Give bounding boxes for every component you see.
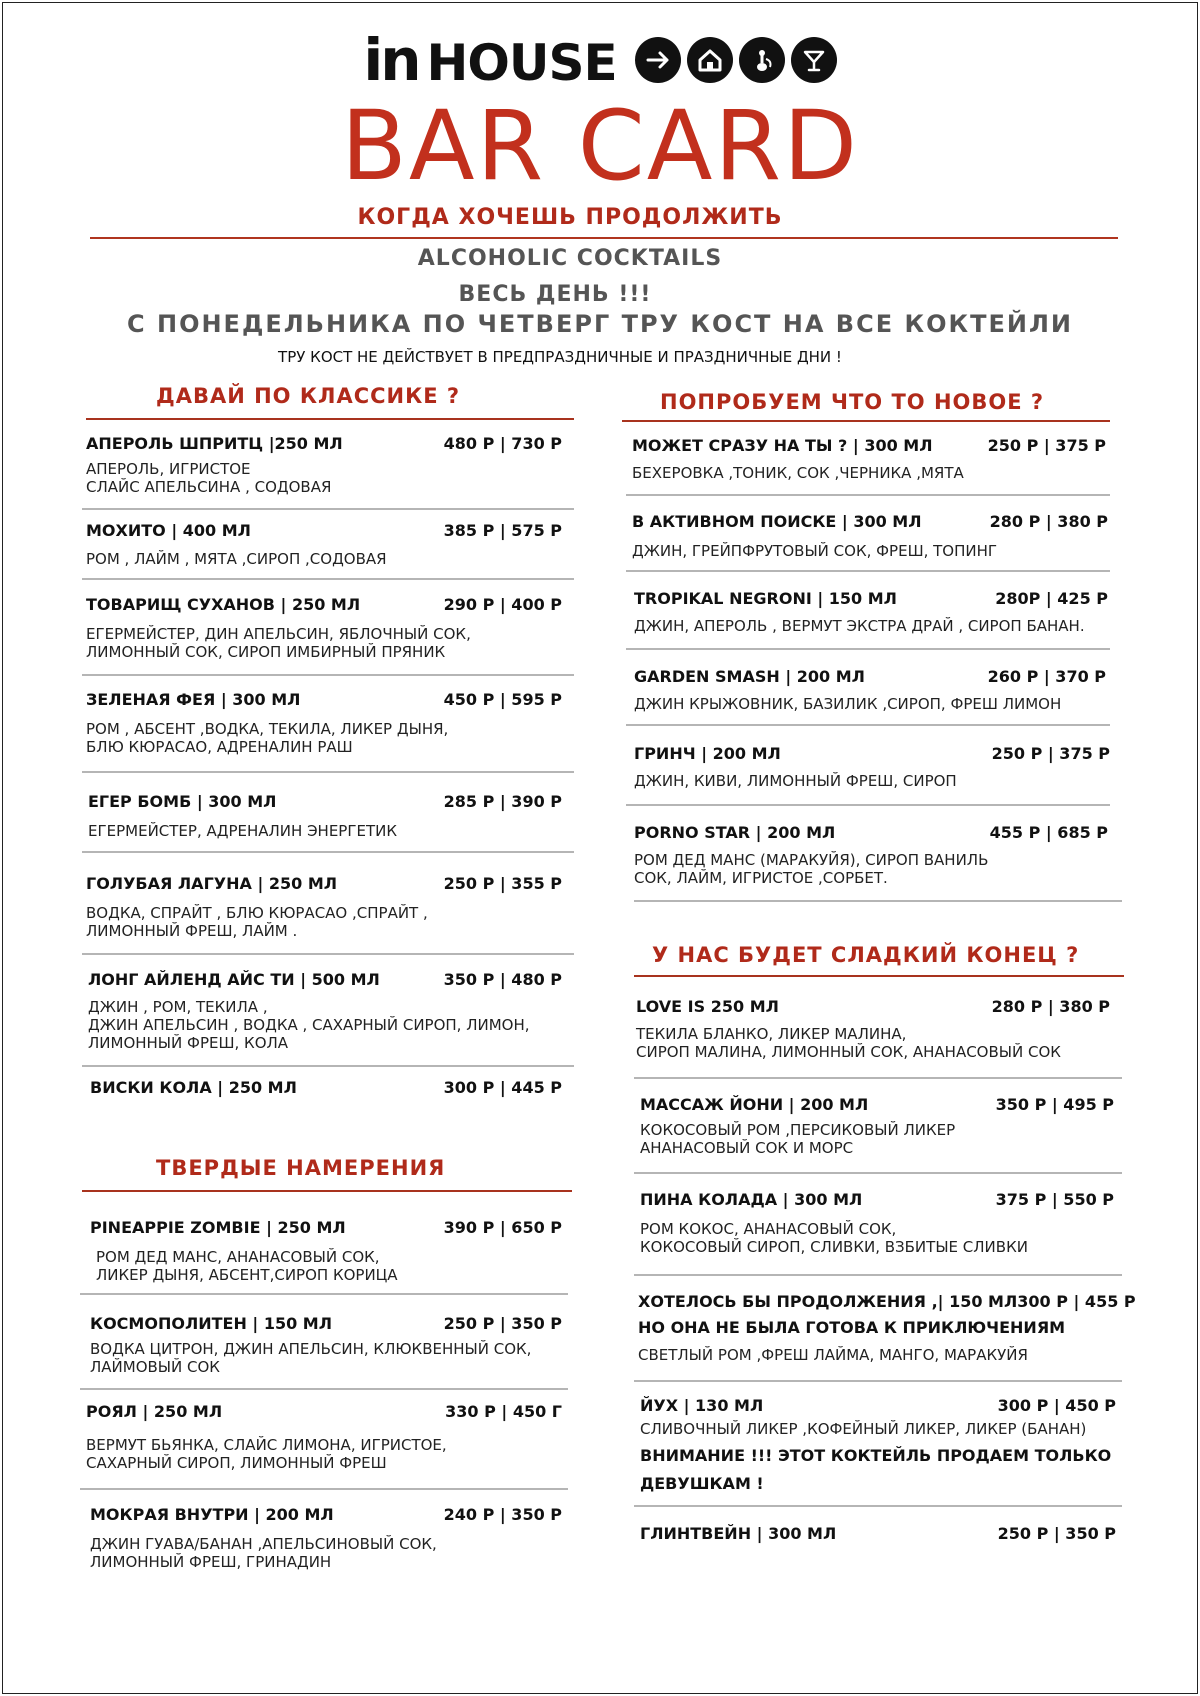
arrow-right-icon xyxy=(635,37,681,83)
menu-item xyxy=(88,970,562,1052)
item-description: ДЖИН КРЫЖОВНИК, БАЗИЛИК ,СИРОП, ФРЕШ ЛИМОН xyxy=(634,695,1062,713)
item-separator xyxy=(634,1172,1122,1174)
menu-item xyxy=(90,1078,562,1098)
item-separator xyxy=(626,724,1110,726)
item-name: МОКРАЯ ВНУТРИ | 200 МЛ xyxy=(90,1505,334,1524)
item-price: 375 Р | 550 Р xyxy=(995,1190,1114,1209)
logo-icons xyxy=(635,37,837,83)
item-price: 350 Р | 495 Р xyxy=(995,1095,1114,1114)
item-description: ЕГЕРМЕЙСТЕР, АДРЕНАЛИН ЭНЕРГЕТИК xyxy=(88,822,398,840)
hookah-icon xyxy=(739,37,785,83)
menu-item xyxy=(640,1396,1116,1498)
logo-in: in xyxy=(363,26,419,94)
item-description: ТЕКИЛА БЛАНКО, ЛИКЕР МАЛИНА, СИРОП МАЛИНА, ЛИМОННЫЙ СОК, АНАНАСОВЫЙ СОК xyxy=(636,1025,1061,1061)
item-name-continued: НО ОНА НЕ БЫЛА ГОТОВА К ПРИКЛЮЧЕНИЯМ xyxy=(638,1318,1066,1337)
menu-item xyxy=(634,744,1110,790)
menu-item xyxy=(634,667,1106,713)
item-price: 285 Р | 390 Р xyxy=(443,792,562,811)
item-price: 330 Р | 450 Г xyxy=(445,1402,562,1421)
item-description: АПЕРОЛЬ, ИГРИСТОЕ СЛАЙС АПЕЛЬСИНА , СОДОВАЯ xyxy=(86,460,332,496)
menu-item xyxy=(640,1095,1114,1157)
item-separator xyxy=(634,1505,1122,1507)
item-price: 250 Р | 355 Р xyxy=(443,874,562,893)
item-description: ВОДКА ЦИТРОН, ДЖИН АПЕЛЬСИН, КЛЮКВЕННЫЙ СОК, ЛАЙМОВЫЙ СОК xyxy=(90,1340,532,1376)
item-description: СВЕТЛЫЙ РОМ ,ФРЕШ ЛАЙМА, МАНГО, МАРАКУЙЯ xyxy=(638,1346,1028,1364)
item-name: АПЕРОЛЬ ШПРИТЦ |250 МЛ xyxy=(86,434,343,453)
all-day-note: ВЕСЬ ДЕНЬ !!! xyxy=(458,282,652,307)
item-name: ЗЕЛЕНАЯ ФЕЯ | 300 МЛ xyxy=(86,690,301,709)
item-description: РОМ КОКОС, АНАНАСОВЫЙ СОК, КОКОСОВЫЙ СИРОП, СЛИВКИ, ВЗБИТЫЕ СЛИВКИ xyxy=(640,1220,1028,1256)
section-divider xyxy=(82,1190,572,1192)
item-name: ПИНА КОЛАДА | 300 МЛ xyxy=(640,1190,863,1209)
item-name: LOVE IS 250 МЛ xyxy=(636,997,779,1016)
item-price: 300 Р | 450 Р xyxy=(997,1396,1116,1415)
menu-item xyxy=(90,1218,562,1284)
section-divider xyxy=(622,420,1110,422)
section-divider xyxy=(86,418,574,420)
logo xyxy=(0,26,1200,94)
menu-item xyxy=(640,1524,1116,1544)
header-divider xyxy=(90,237,1118,239)
item-separator xyxy=(634,1077,1122,1079)
item-price: 240 Р | 350 Р xyxy=(443,1505,562,1524)
menu-item xyxy=(636,997,1110,1061)
item-separator xyxy=(82,674,574,676)
item-price: 350 Р | 480 Р xyxy=(443,970,562,989)
house-icon xyxy=(687,37,733,83)
item-description: РОМ , ЛАЙМ , МЯТА ,СИРОП ,СОДОВАЯ xyxy=(86,550,387,568)
item-name: В АКТИВНОМ ПОИСКЕ | 300 МЛ xyxy=(632,512,922,531)
item-separator xyxy=(82,578,574,580)
menu-item xyxy=(90,1505,562,1571)
item-price: 280Р | 425 Р xyxy=(995,589,1108,608)
item-separator xyxy=(634,900,1122,902)
menu-item xyxy=(638,1292,1136,1364)
item-name: ГОЛУБАЯ ЛАГУНА | 250 МЛ xyxy=(86,874,338,893)
item-name: МОХИТО | 400 МЛ xyxy=(86,521,251,540)
true-cost-note: С ПОНЕДЕЛЬНИКА ПО ЧЕТВЕРГ ТРУ КОСТ НА ВСЕ КОКТЕЙЛИ xyxy=(127,310,1073,338)
menu-item xyxy=(634,823,1108,887)
item-price: 250 Р | 375 Р xyxy=(991,744,1110,763)
menu-item xyxy=(86,1402,562,1472)
item-price: 250 Р | 350 Р xyxy=(997,1524,1116,1543)
menu-item xyxy=(88,792,562,840)
item-description: СЛИВОЧНЫЙ ЛИКЕР ,КОФЕЙНЫЙ ЛИКЕР, ЛИКЕР (БАНАН) xyxy=(640,1420,1087,1438)
item-separator xyxy=(626,804,1110,806)
item-name: ЙУХ | 130 МЛ xyxy=(640,1396,764,1415)
item-price: 480 Р | 730 Р xyxy=(443,434,562,453)
item-name: ТОВАРИЩ СУХАНОВ | 250 МЛ xyxy=(86,595,361,614)
item-price: 300 Р | 445 Р xyxy=(443,1078,562,1097)
menu-item xyxy=(632,436,1106,482)
item-description: ДЖИН, КИВИ, ЛИМОННЫЙ ФРЕШ, СИРОП xyxy=(634,772,957,790)
item-price: 280 Р | 380 Р xyxy=(991,997,1110,1016)
item-price: 280 Р | 380 Р xyxy=(989,512,1108,531)
item-separator xyxy=(82,953,574,955)
section-title-firm: ТВЕРДЫЕ НАМЕРЕНИЯ xyxy=(156,1156,446,1180)
menu-item xyxy=(86,690,562,756)
menu-item xyxy=(86,874,562,940)
item-description: ВЕРМУТ БЬЯНКА, СЛАЙС ЛИМОНА, ИГРИСТОЕ, САХАРНЫЙ СИРОП, ЛИМОННЫЙ ФРЕШ xyxy=(86,1436,447,1472)
menu-item xyxy=(640,1190,1114,1256)
item-name: ГРИНЧ | 200 МЛ xyxy=(634,744,781,763)
item-name: ЛОНГ АЙЛЕНД АЙС ТИ | 500 МЛ xyxy=(88,970,380,989)
item-warning: ВНИМАНИЕ !!! ЭТОТ КОКТЕЙЛЬ ПРОДАЕМ ТОЛЬКО ДЕВУШКАМ ! xyxy=(640,1446,1112,1493)
item-price: 290 Р | 400 Р xyxy=(443,595,562,614)
item-name: PINEAPPIE ZOMBIE | 250 МЛ xyxy=(90,1218,346,1237)
item-name: ЕГЕР БОМБ | 300 МЛ xyxy=(88,792,277,811)
item-description: КОКОСОВЫЙ РОМ ,ПЕРСИКОВЫЙ ЛИКЕР АНАНАСОВЫЙ СОК И МОРС xyxy=(640,1121,956,1157)
section-title-classic: ДАВАЙ ПО КЛАССИКЕ ? xyxy=(156,384,461,408)
item-separator xyxy=(634,1274,1122,1276)
item-description: ДЖИН, ГРЕЙПФРУТОВЫЙ СОК, ФРЕШ, ТОПИНГ xyxy=(632,542,998,560)
item-name: РОЯЛ | 250 МЛ xyxy=(86,1402,223,1421)
item-separator xyxy=(80,1293,568,1295)
item-name: ГЛИНТВЕЙН | 300 МЛ xyxy=(640,1524,837,1543)
item-description: ДЖИН, АПЕРОЛЬ , ВЕРМУТ ЭКСТРА ДРАЙ , СИРОП БАНАН. xyxy=(634,617,1085,635)
item-description: ДЖИН , РОМ, ТЕКИЛА , ДЖИН АПЕЛЬСИН , ВОДКА , САХАРНЫЙ СИРОП, ЛИМОН, ЛИМОННЫЙ ФРЕШ, КОЛА xyxy=(88,998,530,1052)
menu-item xyxy=(86,434,562,496)
section-title-new: ПОПРОБУЕМ ЧТО ТО НОВОЕ ? xyxy=(660,390,1045,414)
item-price: 390 Р | 650 Р xyxy=(443,1218,562,1237)
item-separator xyxy=(626,494,1110,496)
item-separator xyxy=(82,508,574,510)
item-description: РОМ , АБСЕНТ ,ВОДКА, ТЕКИЛА, ЛИКЕР ДЫНЯ, БЛЮ КЮРАСАО, АДРЕНАЛИН РАШ xyxy=(86,720,449,756)
item-separator xyxy=(80,1388,568,1390)
item-separator xyxy=(626,648,1110,650)
item-price: 385 Р | 575 Р xyxy=(443,521,562,540)
section-divider xyxy=(634,975,1124,977)
item-description: ВОДКА, СПРАЙТ , БЛЮ КЮРАСАО ,СПРАЙТ , ЛИМОННЫЙ ФРЕШ, ЛАЙМ . xyxy=(86,904,428,940)
item-description: РОМ ДЕД МАНС (МАРАКУЙЯ), СИРОП ВАНИЛЬ СОК, ЛАЙМ, ИГРИСТОЕ ,СОРБЕТ. xyxy=(634,851,989,887)
item-price: 250 Р | 375 Р xyxy=(987,436,1106,455)
item-description: ДЖИН ГУАВА/БАНАН ,АПЕЛЬСИНОВЫЙ СОК, ЛИМОННЫЙ ФРЕШ, ГРИНАДИН xyxy=(90,1535,437,1571)
menu-item xyxy=(90,1314,562,1376)
item-separator xyxy=(626,570,1110,572)
item-name: TROPIKAL NEGRONI | 150 МЛ xyxy=(634,589,897,608)
item-price: 250 Р | 350 Р xyxy=(443,1314,562,1333)
item-price: 300 Р | 455 Р xyxy=(1017,1292,1136,1311)
item-description: РОМ ДЕД МАНС, АНАНАСОВЫЙ СОК, ЛИКЕР ДЫНЯ, АБСЕНТ,СИРОП КОРИЦА xyxy=(96,1248,398,1284)
item-name: ВИСКИ КОЛА | 250 МЛ xyxy=(90,1078,297,1097)
menu-item xyxy=(634,589,1108,635)
item-price: 260 Р | 370 Р xyxy=(987,667,1106,686)
item-description: ЕГЕРМЕЙСТЕР, ДИН АПЕЛЬСИН, ЯБЛОЧНЫЙ СОК, ЛИМОННЫЙ СОК, СИРОП ИМБИРНЫЙ ПРЯНИК xyxy=(86,625,471,661)
holiday-notice: ТРУ КОСТ НЕ ДЕЙСТВУЕТ В ПРЕДПРАЗДНИЧНЫЕ И ПРАЗДНИЧНЫЕ ДНИ ! xyxy=(278,348,842,366)
item-separator xyxy=(82,771,574,773)
item-name: PORNO STAR | 200 МЛ xyxy=(634,823,836,842)
item-separator xyxy=(80,1488,568,1490)
item-price: 450 Р | 595 Р xyxy=(443,690,562,709)
item-name: МОЖЕТ СРАЗУ НА ТЫ ? | 300 МЛ xyxy=(632,436,933,455)
item-name: GARDEN SMASH | 200 МЛ xyxy=(634,667,865,686)
item-name: КОСМОПОЛИТЕН | 150 МЛ xyxy=(90,1314,333,1333)
menu-item xyxy=(632,512,1108,560)
item-separator xyxy=(634,1380,1122,1382)
menu-item xyxy=(86,595,562,661)
menu-subtitle: КОГДА ХОЧЕШЬ ПРОДОЛЖИТЬ xyxy=(357,205,783,230)
item-separator xyxy=(82,851,574,853)
item-separator xyxy=(82,1065,574,1067)
cocktail-glass-icon xyxy=(791,37,837,83)
section-title-sweet: У НАС БУДЕТ СЛАДКИЙ КОНЕЦ ? xyxy=(652,943,1080,967)
menu-title: BAR CARD xyxy=(340,90,860,202)
item-name: ХОТЕЛОСЬ БЫ ПРОДОЛЖЕНИЯ ,| 150 МЛ xyxy=(638,1292,1018,1311)
menu-item xyxy=(86,521,562,568)
item-price: 455 Р | 685 Р xyxy=(989,823,1108,842)
item-description: БЕХЕРОВКА ,ТОНИК, СОК ,ЧЕРНИКА ,МЯТА xyxy=(632,464,964,482)
logo-house: HOUSE xyxy=(426,34,617,92)
item-name: МАССАЖ ЙОНИ | 200 МЛ xyxy=(640,1095,869,1114)
category-title: ALCOHOLIC COCKTAILS xyxy=(417,246,723,271)
logo-wordmark xyxy=(363,26,616,94)
